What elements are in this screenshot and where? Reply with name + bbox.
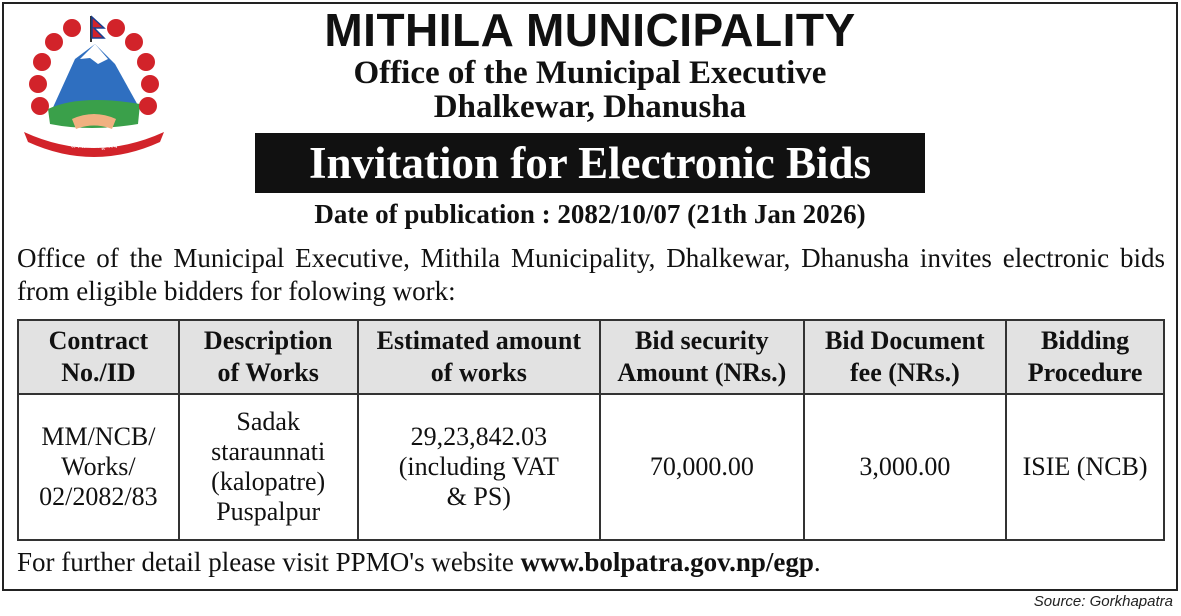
cell-line: Bid security	[635, 326, 769, 355]
nepal-emblem-icon	[20, 14, 168, 162]
svg-text:जननी जन्मभूमिश्च: जननी जन्मभूमिश्च	[70, 142, 118, 150]
cell-line: fee (NRs.)	[850, 358, 960, 387]
cell-line: No./ID	[61, 358, 136, 387]
cell-line: (kalopatre)	[211, 467, 326, 496]
cell-line: Procedure	[1027, 358, 1143, 387]
cell-line: Bidding	[1040, 326, 1130, 355]
cell-line: & PS)	[446, 482, 511, 511]
footer-text: For further detail please visit PPMO's website	[17, 547, 521, 577]
office-location: Dhalkewar, Dhanusha	[433, 89, 747, 125]
cell-line: MM/NCB/	[41, 422, 156, 451]
table-cell	[1006, 394, 1164, 540]
cell-line: 29,23,842.03	[410, 422, 548, 451]
column-header	[1006, 320, 1164, 394]
cell-line: Description	[203, 326, 333, 355]
cell-line: staraunnati	[211, 437, 326, 466]
cell-line: ISIE (NCB)	[1022, 452, 1148, 481]
notice-banner: Invitation for Electronic Bids	[255, 133, 925, 193]
source-credit: Source: Gorkhapatra	[1033, 593, 1173, 610]
cell-line: of Works	[217, 358, 319, 387]
table-cell	[358, 394, 600, 540]
cell-line: Puspalpur	[216, 497, 321, 526]
table-cell	[18, 394, 179, 540]
intro-paragraph: Office of the Municipal Executive, Mithila Municipality, Dhalkewar, Dhanusha invites electronic bids from eligible bidders for folowing work:	[17, 243, 1165, 306]
table-cell	[179, 394, 358, 540]
table-cell	[600, 394, 804, 540]
cell-line: 3,000.00	[859, 452, 951, 481]
table-cell	[804, 394, 1007, 540]
cell-line: Amount (NRs.)	[617, 358, 787, 387]
column-header	[600, 320, 804, 394]
cell-line: Estimated amount	[376, 326, 582, 355]
cell-line: of works	[430, 358, 527, 387]
footer-note	[17, 545, 821, 579]
cell-line: 02/2082/83	[39, 482, 158, 511]
column-header	[179, 320, 358, 394]
office-name: Office of the Municipal Executive	[353, 55, 827, 91]
cell-line: Sadak	[236, 407, 300, 436]
column-header	[18, 320, 179, 394]
cell-line: Works/	[61, 452, 136, 481]
cell-line: Contract	[48, 326, 149, 355]
cell-line: 70,000.00	[649, 452, 754, 481]
table-row	[18, 394, 1164, 540]
bid-table	[17, 319, 1165, 541]
cell-line: Bid Document	[825, 326, 985, 355]
cell-line: (including VAT	[398, 452, 559, 481]
footer-end: .	[813, 547, 821, 577]
website-link[interactable]: www.bolpatra.gov.np/egp	[520, 547, 814, 577]
column-header	[358, 320, 600, 394]
table-header-row	[18, 320, 1164, 394]
publication-date: Date of publication : 2082/10/07 (21th Jan 2026)	[314, 199, 866, 229]
municipality-title: MITHILA MUNICIPALITY	[324, 4, 856, 56]
column-header	[804, 320, 1007, 394]
